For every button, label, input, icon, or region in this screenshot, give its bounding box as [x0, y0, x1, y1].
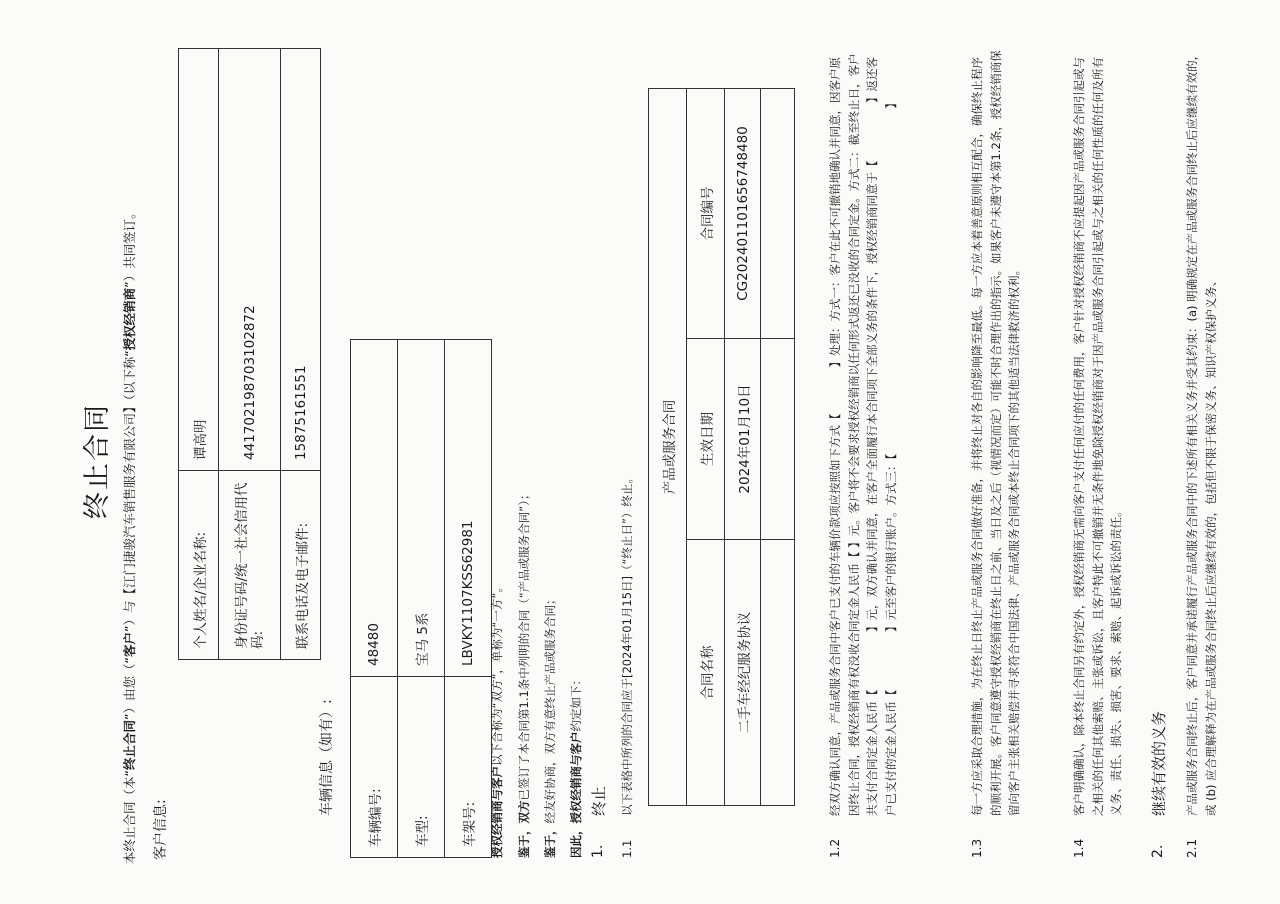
section-1-number: 1.	[590, 844, 606, 858]
intro-text-3: ”）与【江门捷骏汽车销售服务有限公司】（以下称“	[122, 350, 137, 633]
parties-line-1-text: 以下合称为“双方”，单称为“一方”。	[490, 581, 504, 766]
parties-line-3-bold: 鉴于，	[543, 823, 557, 858]
customer-id-value: 441702198703102872	[219, 49, 281, 471]
contract-caption-row	[649, 89, 687, 806]
clause-1-1-text: 以下表格中所列的合同应于[2024年01月15日]（“终止日”）终止。	[620, 472, 634, 816]
parties-line-1-bold: 授权经销商与客户	[490, 766, 504, 858]
customer-id-label: 身份证号码/统一社会信用代码:	[219, 471, 281, 660]
parties-line-2-bold: 鉴于，双方	[517, 800, 531, 858]
vehicle-row-number	[351, 340, 398, 858]
customer-name-label: 个人姓名/企业名称:	[179, 471, 219, 660]
customer-info-heading: 客户信息:	[153, 799, 169, 860]
vehicle-vin-label: 车架号:	[445, 677, 492, 858]
intro-term-1: 终止合同	[122, 720, 137, 771]
section-2-number: 2.	[1150, 844, 1166, 858]
intro-term-3: 授权经销商	[122, 287, 137, 351]
parties-line-4-text: 约定如下：	[569, 674, 583, 732]
vehicle-model-value: 宝马 5系	[398, 340, 445, 677]
contract-data-row	[725, 89, 761, 806]
clause-1-3-number: 1.3	[970, 838, 984, 858]
contract-header-date: 生效日期	[687, 339, 725, 540]
section-2-title: 继续有效的义务	[1150, 710, 1168, 816]
vehicle-number-label: 车辆编号:	[351, 677, 398, 858]
vehicle-row-model	[398, 340, 445, 858]
clause-1-2-number: 1.2	[828, 838, 842, 858]
contract-header-number: 合同编号	[687, 89, 725, 339]
parties-line-2	[515, 489, 534, 858]
clause-1-2-text: 经双方确认同意，产品或服务合同中客户已支付的车辆价款项应按照如下方式【 】处理：方式一：客户在此不可撤销地确认并同意，因客户原因终止合同，授权经销商有权没收合同定金人民币【 】元。客户将不会要求授权经销商以任何形式返还已没收的合同定金。方式二：截至终止日，客户共支付合同定金人民币【 】元，双方确认并同意，在客户全面履行本合同项下全部义务的条件下，授权经销商同意于【 】返还客户已支付的定金人民币【 】元至客户的银行账户。方式三：【 】	[828, 53, 898, 816]
clause-2-1-text: 产品或服务合同终止后，客户同意并承诺履行产品或服务合同中的下述所有相关义务并受其约束：(a) 明确规定在产品或服务合同终止后应继续有效的，或 (b) 应合理解释为在产品或服务合同终止后应继续有效的，包括但不限于保密义务、知识产权保护义务、	[1185, 48, 1218, 816]
vehicle-vin-value: LBVKY1107KSS62981	[445, 340, 492, 677]
intro-paragraph	[120, 206, 138, 864]
parties-line-1	[488, 581, 507, 858]
customer-row-name	[179, 49, 219, 660]
customer-name-value: 谭高明	[179, 49, 219, 471]
intro-text-4: ”）共同签订。	[122, 206, 137, 288]
customer-contact-label: 联系电话及电子邮件:	[281, 471, 321, 660]
contract-empty-row	[761, 89, 795, 806]
vehicle-info-heading: 车辆信息（如有）:	[319, 699, 335, 816]
vehicle-model-label: 车型:	[398, 677, 445, 858]
contract-cell-date: 2024年01月10日	[725, 339, 761, 540]
customer-info-table	[178, 48, 321, 660]
contract-table-caption: 产品或服务合同	[649, 89, 687, 806]
contract-cell-name: 二手车经纪服务协议	[725, 540, 761, 806]
parties-line-4	[567, 674, 586, 858]
intro-text-2: ”）由您（“	[122, 657, 137, 720]
section-1-title: 终止	[590, 785, 608, 816]
parties-line-3-text: 经友好协商，双方有意终止产品或服务合同；	[543, 593, 557, 824]
vehicle-row-vin	[445, 340, 492, 858]
intro-text-1: 本终止合同（本“	[122, 770, 137, 864]
clause-1-3-text: 每一方应采取合理措施，为在终止日终止产品或服务合同做好准备，并将终止对各自的影响降至最低。每一方应本着善意原则相互配合，确保终止程序的顺利开展。客户同意遵守授权经销商在终止日之前、当日及之后（视情况而定）可能不时合理作出的指示。如果客户未遵守本第1.2条，授权经销商保留向客户主张相关赔偿并寻求符合中国法律、产品或服务合同或本终止合同项下的其他适当法律救济的权利。	[970, 50, 1021, 816]
customer-contact-value: 15875161551	[281, 49, 321, 471]
vehicle-number-value: 48480	[351, 340, 398, 677]
intro-term-2: 客户	[122, 632, 137, 658]
contract-header-name: 合同名称	[687, 540, 725, 806]
parties-line-2-text: 已签订了本合同第1.1条中列明的合同（“产品或服务合同”）；	[517, 488, 531, 801]
clause-1-4-number: 1.4	[1072, 838, 1086, 858]
clause-1-4-text: 客户明确确认，除本终止合同另有约定外，授权经销商无需向客户支付任何应付的任何费用，客户针对授权经销商不应提起因产品或服务合同引起或与之相关的任何其他索赔、主张或诉讼，且客户特此不可撤销并无条件地免除授权经销商对于因产品或服务合同引起或与之相关的任何性质的任何及所有义务、责任、损失、损害、要求、索赔、起诉或诉讼的责任。	[1072, 57, 1123, 816]
parties-line-4-bold: 因此，授权经销商与客户	[569, 731, 583, 858]
customer-row-id	[219, 49, 281, 660]
contract-header-row	[687, 89, 725, 806]
document-title: 终止合同	[82, 403, 113, 519]
parties-line-3	[541, 594, 560, 859]
vehicle-info-table	[350, 339, 492, 858]
clause-1-1-number: 1.1	[620, 839, 634, 858]
clause-2-1-number: 2.1	[1185, 838, 1199, 858]
contract-cell-number: CG20240110165674​8480	[725, 89, 761, 339]
contract-table	[648, 88, 795, 806]
customer-row-contact	[281, 49, 321, 660]
